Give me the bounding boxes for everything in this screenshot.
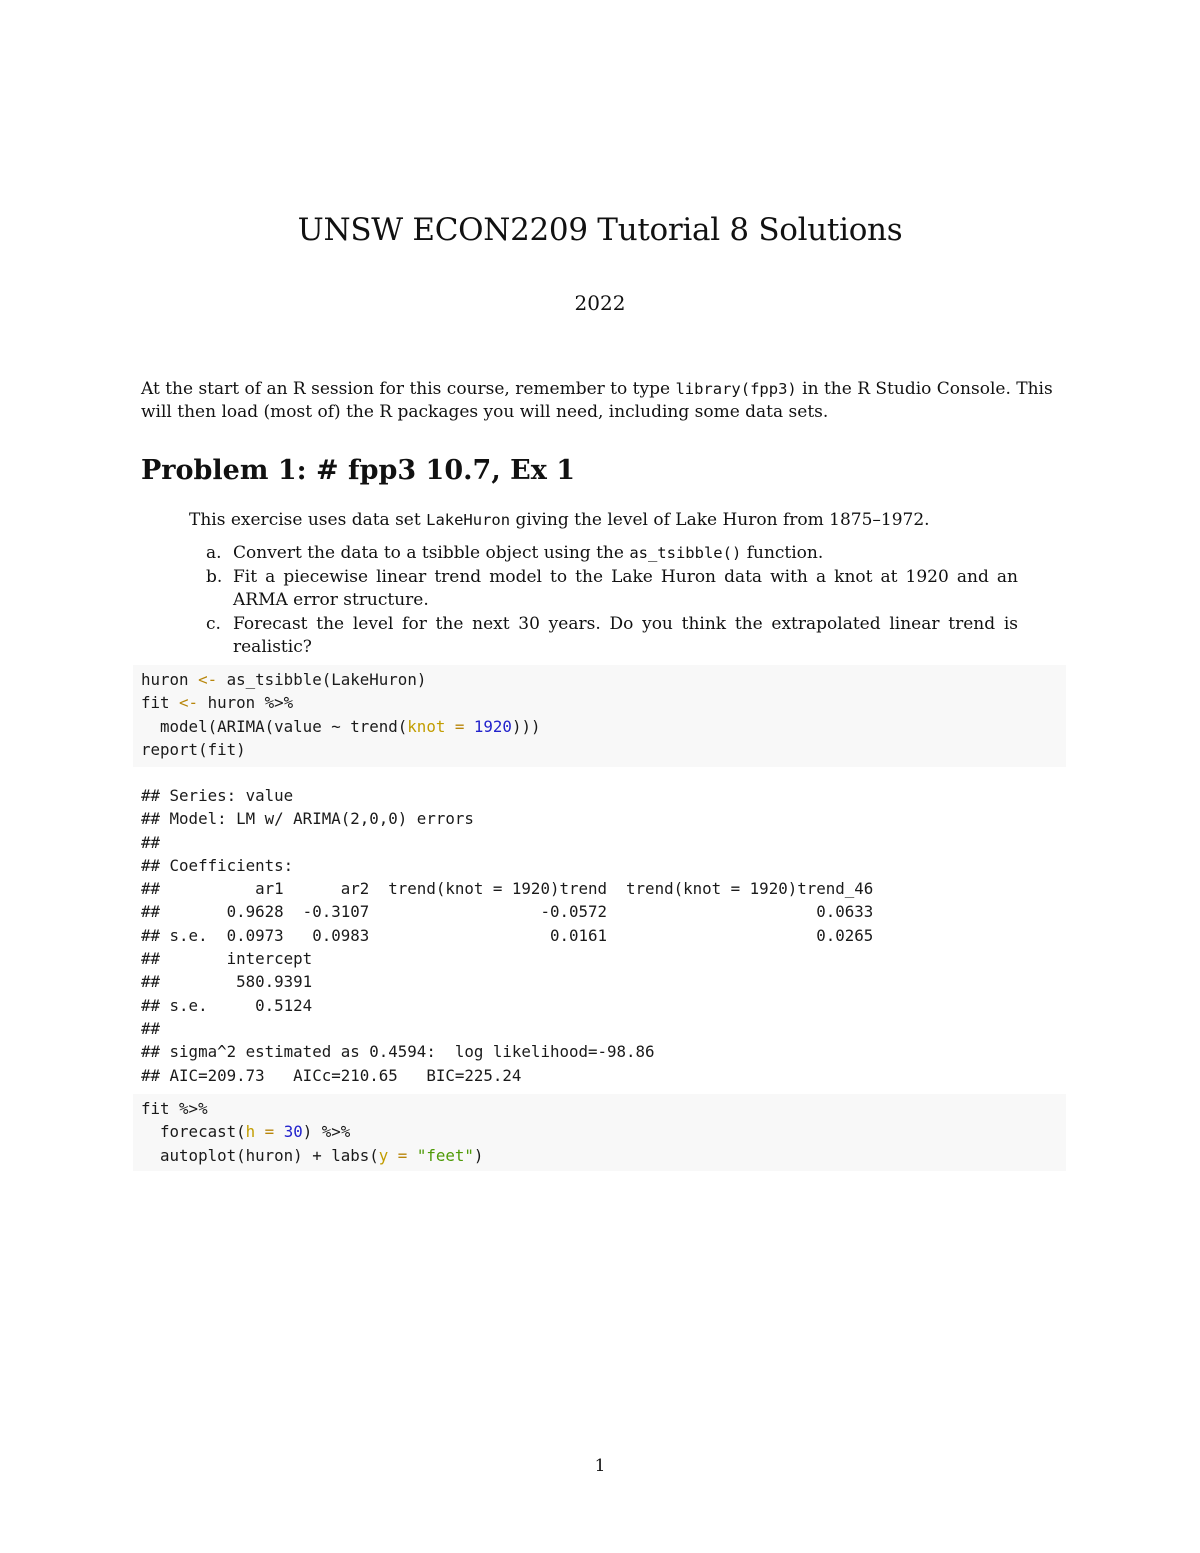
exercise-description [189, 509, 1069, 532]
code-line: huron <- as_tsibble(LakeHuron) [141, 670, 427, 689]
code-line: model(ARIMA(value ~ trend(knot = 1920))) [141, 716, 541, 736]
question-list [188, 542, 1018, 660]
code-line: fit <- huron %>% [141, 693, 294, 713]
question-a-text-start: Convert the data to a tsibble object using the [233, 543, 630, 563]
intro-code: library(fpp3) [675, 380, 797, 398]
intro-paragraph [141, 378, 1066, 424]
exercise-text-end: giving the level of Lake Huron from 1875–1972. [510, 510, 930, 530]
code-block-forecast [133, 1094, 1066, 1171]
intro-text-start: At the start of an R session for this course, remember to type [141, 379, 676, 399]
question-b-label: b. [206, 566, 223, 587]
page-number: 1 [594, 1456, 606, 1476]
code-line: forecast(h = 30) %>% [141, 1122, 351, 1142]
question-c-text: Forecast the level for the next 30 years. Do you think the extrapolated linear trend is realistic? [233, 613, 1018, 657]
question-c [188, 613, 1018, 660]
question-b [188, 566, 1018, 613]
question-a [188, 542, 1018, 566]
question-b-text: Fit a piecewise linear trend model to the Lake Huron data with a knot at 1920 and an ARMA error structure. [233, 566, 1018, 610]
exercise-text-start: This exercise uses data set [189, 510, 427, 530]
section-heading: Problem 1: # fpp3 10.7, Ex 1 [141, 455, 575, 486]
model-output: ## Series: value ## Model: LM w/ ARIMA(2,0,0) errors ## ## Coefficients: ## ar1 ar2 trend(knot = 1920)trend trend(knot = 1920)trend_46 ## 0.9628 -0.3107 -0.0572 0.0633 ## s.e. 0.0973 0.0983 0.0161 0.0265 ## intercept ## 580.9391 ## s.e. 0.5124 ## ## sigma^2 estimated as 0.4594: log likelihood=-98.86 ## AIC=209.73 AICc=210.65 BIC=225.24 [141, 786, 874, 1085]
document-title: UNSW ECON2209 Tutorial 8 Solutions [297, 212, 903, 248]
document-date: 2022 [574, 291, 626, 315]
exercise-dataset-code: LakeHuron [426, 511, 511, 529]
code-line: fit %>% [141, 1099, 208, 1118]
code-line: report(fit) [141, 739, 246, 759]
question-a-code: as_tsibble() [629, 544, 742, 562]
question-c-label: c. [206, 613, 221, 634]
question-a-text-end: function. [741, 543, 824, 563]
code-line: autoplot(huron) + labs(y = "feet") [141, 1145, 484, 1165]
intro-text-end: in the R Studio Console. This will then load (most of) the R packages you will need, including some data sets. [141, 379, 1053, 422]
question-a-label: a. [206, 543, 222, 563]
code-block-model [133, 665, 1066, 767]
